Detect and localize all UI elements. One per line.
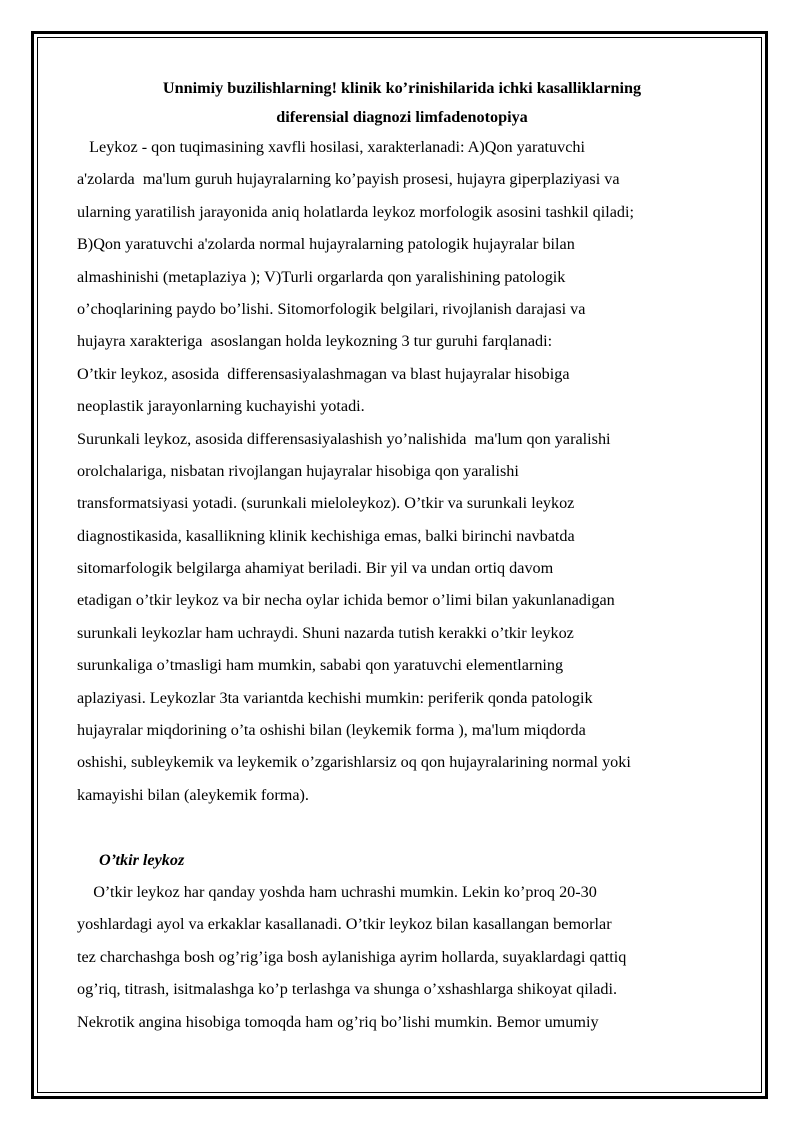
text-line: Leykoz - qon tuqimasining xavfli hosilasi, xarakterlanadi: A)Qon yaratuvchi [77,138,585,156]
document-title [77,74,727,131]
text-line: etadigan o’tkir leykoz va bir necha oylar ichida bemor o’limi bilan yakunlanadigan [77,591,615,610]
document-body [77,74,727,1038]
text-line: Surunkali leykoz, asosida differensasiyalashish yo’nalishida ma'lum qon yaralishi [77,429,611,448]
subheading-text: O’tkir leykoz [99,850,185,869]
text-line: Nekrotik angina hisobiga tomoqda ham og’riq bo’lishi mumkin. Bemor umumiy [77,1012,599,1031]
text-line: o’choqlarining paydo bo’lishi. Sitomorfologik belgilari, rivojlanish darajasi va [77,299,586,318]
title-line: Unnimiy buzilishlarning! klinik ko’rinishilarida ichki kasalliklarning [162,79,642,97]
text-line: O’tkir leykoz, asosida differensasiyalashmagan va blast hujayralar hisobiga [77,364,570,383]
text-line: kamayishi bilan (aleykemik forma). [77,785,309,804]
text-line: oshishi, subleykemik va leykemik o’zgarishlarsiz oq qon hujayralarining normal yoki [77,753,631,772]
text-line: surunkali leykozlar ham uchraydi. Shuni nazarda tutish kerakki o’tkir leykoz [77,623,574,642]
text-line: a'zolarda ma'lum guruh hujayralarning ko’payish prosesi, hujayra giperplaziyasi va [77,170,620,189]
text-line: aplaziyasi. Leykozlar 3ta variantda kechishi mumkin: periferik qonda patologik [77,688,593,707]
title-line: diferensial diagnozi limfadenotopiya [276,107,528,126]
text-line: hujayralar miqdorining o’ta oshishi bilan (leykemik forma ), ma'lum miqdorda [77,721,586,740]
blank-line [77,811,727,843]
text-line: tez charchashga bosh og’rig’iga bosh aylanishiga ayrim hollarda, suyaklardagi qattiq [77,947,627,966]
intro-paragraph [77,131,727,811]
text-line: B)Qon yaratuvchi a'zolarda normal hujayralarning patologik hujayralar bilan [77,235,575,254]
section-subheading [77,844,727,876]
text-line: sitomarfologik belgilarga ahamiyat beriladi. Bir yil va undan ortiq davom [77,559,554,578]
text-line: neoplastik jarayonlarning kuchayishi yotadi. [77,397,365,416]
text-line: surunkaliga o’tmasligi ham mumkin, sababi qon yaratuvchi elementlarning [77,656,564,675]
text-line: orolchalariga, nisbatan rivojlangan hujayralar hisobiga qon yaralishi [77,461,519,480]
text-line: transformatsiyasi yotadi. (surunkali mieloleykoz). O’tkir va surunkali leykoz [77,494,575,513]
text-line: ularning yaratilish jarayonida aniq holatlarda leykoz morfologik asosini tashkil qiladi; [77,202,634,221]
text-line: yoshlardagi ayol va erkaklar kasallanadi. O’tkir leykoz bilan kasallangan bemorlar [77,915,612,934]
text-line: hujayra xarakteriga asoslangan holda leykozning 3 tur guruhi farqlanadi: [77,332,553,351]
text-line: almashinishi (metaplaziya ); V)Turli orgarlarda qon yaralishining patologik [77,267,566,286]
text-line: O’tkir leykoz har qanday yoshda ham uchrashi mumkin. Lekin ko’proq 20-30 [77,882,597,901]
section-paragraph [77,876,727,1038]
text-line: og’riq, titrash, isitmalashga ko’p terlashga va shunga o’xshashlarga shikoyat qiladi. [77,980,618,999]
text-line: diagnostikasida, kasallikning klinik kechishiga emas, balki birinchi navbatda [77,526,575,545]
